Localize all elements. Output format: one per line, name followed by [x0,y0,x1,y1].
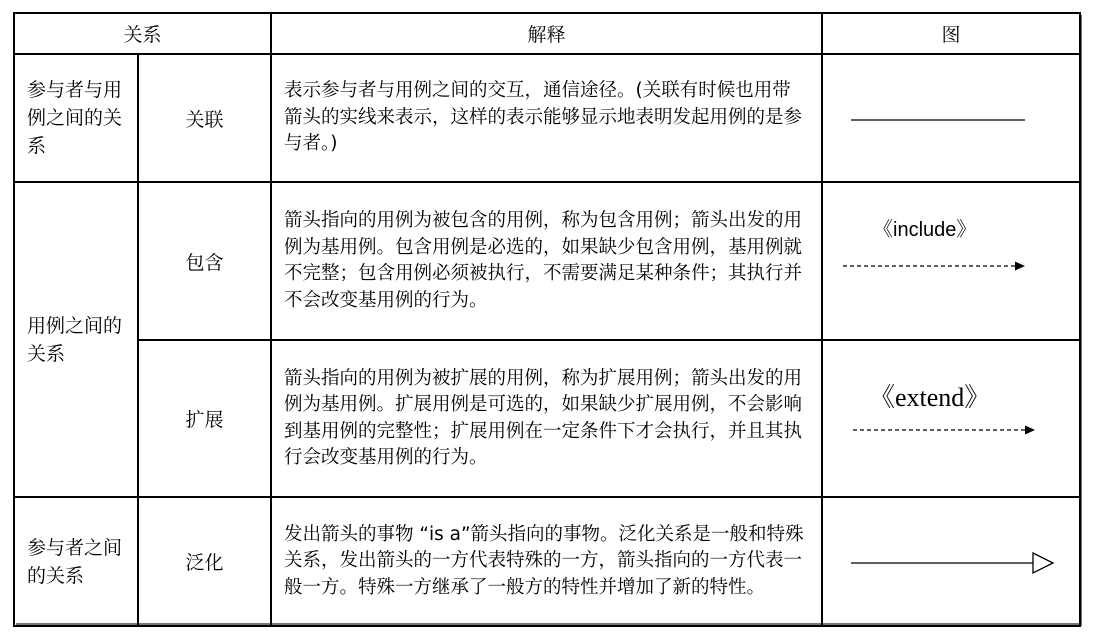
association-line-figure [823,56,1079,180]
extend-arrowhead [1025,426,1035,435]
relation-label: 包含 [138,182,271,340]
include-stereotype-label: 《include》 [873,219,977,241]
extend-stereotype-label: 《extend》 [869,383,991,412]
explanation-text: 表示参与者与用例之间的交互，通信途径。(关联有时候也用带箭头的实线来表示，这样的表示能够显示地表明发起用例的是参与者。) [271,54,822,182]
generalization-hollow-arrowhead [1033,553,1053,573]
category-actor-actor [14,497,138,626]
figure-cell [822,497,1080,626]
include-arrowhead [1015,262,1025,271]
header-explanation: 解释 [271,13,822,54]
relations-table-frame [13,12,1079,623]
category-label: 参与者与用例之间的关系 [27,79,123,157]
include-arrow-figure [823,184,1079,338]
relation-label: 扩展 [138,340,271,497]
figure-cell [822,340,1080,497]
explanation-text: 发出箭头的事物 “is a”箭头指向的事物。泛化关系是一般和特殊关系，发出箭头的一方代表特殊的一方，箭头指向的一方代表一般一方。特殊一方继承了一般方的特性并增加了新的特性。 [271,497,822,626]
table-row-generalization [14,497,1080,626]
header-figure: 图 [822,13,1080,54]
explanation-text: 箭头指向的用例为被包含的用例，称为包含用例；箭头出发的用例为基用例。包含用例是必选的，如果缺少包含用例，基用例就不完整；包含用例必须被执行，不需要满足某种条件；其执行并不会改变基用例的行为。 [271,182,822,340]
category-label: 用例之间的关系 [27,314,123,365]
category-actor-usecase [14,54,138,182]
table-row-extend [14,340,1080,497]
relation-label: 泛化 [138,497,271,626]
category-usecase-usecase [14,182,138,497]
table-row-association [14,54,1080,182]
explanation-text: 箭头指向的用例为被扩展的用例，称为扩展用例；箭头出发的用例为基用例。扩展用例是可选的，如果缺少扩展用例，不会影响到基用例的完整性；扩展用例在一定条件下才会执行，并且其执行会改变基用例的行为。 [271,340,822,497]
relations-table [13,12,1081,627]
relation-label: 关联 [138,54,271,182]
category-label: 参与者之间的关系 [27,536,123,587]
table-row-include [14,182,1080,340]
generalization-arrow-figure [823,499,1079,624]
extend-arrow-figure [823,342,1079,495]
figure-cell [822,182,1080,340]
figure-cell [822,54,1080,182]
header-row [14,13,1080,54]
header-relation: 关系 [14,13,271,54]
